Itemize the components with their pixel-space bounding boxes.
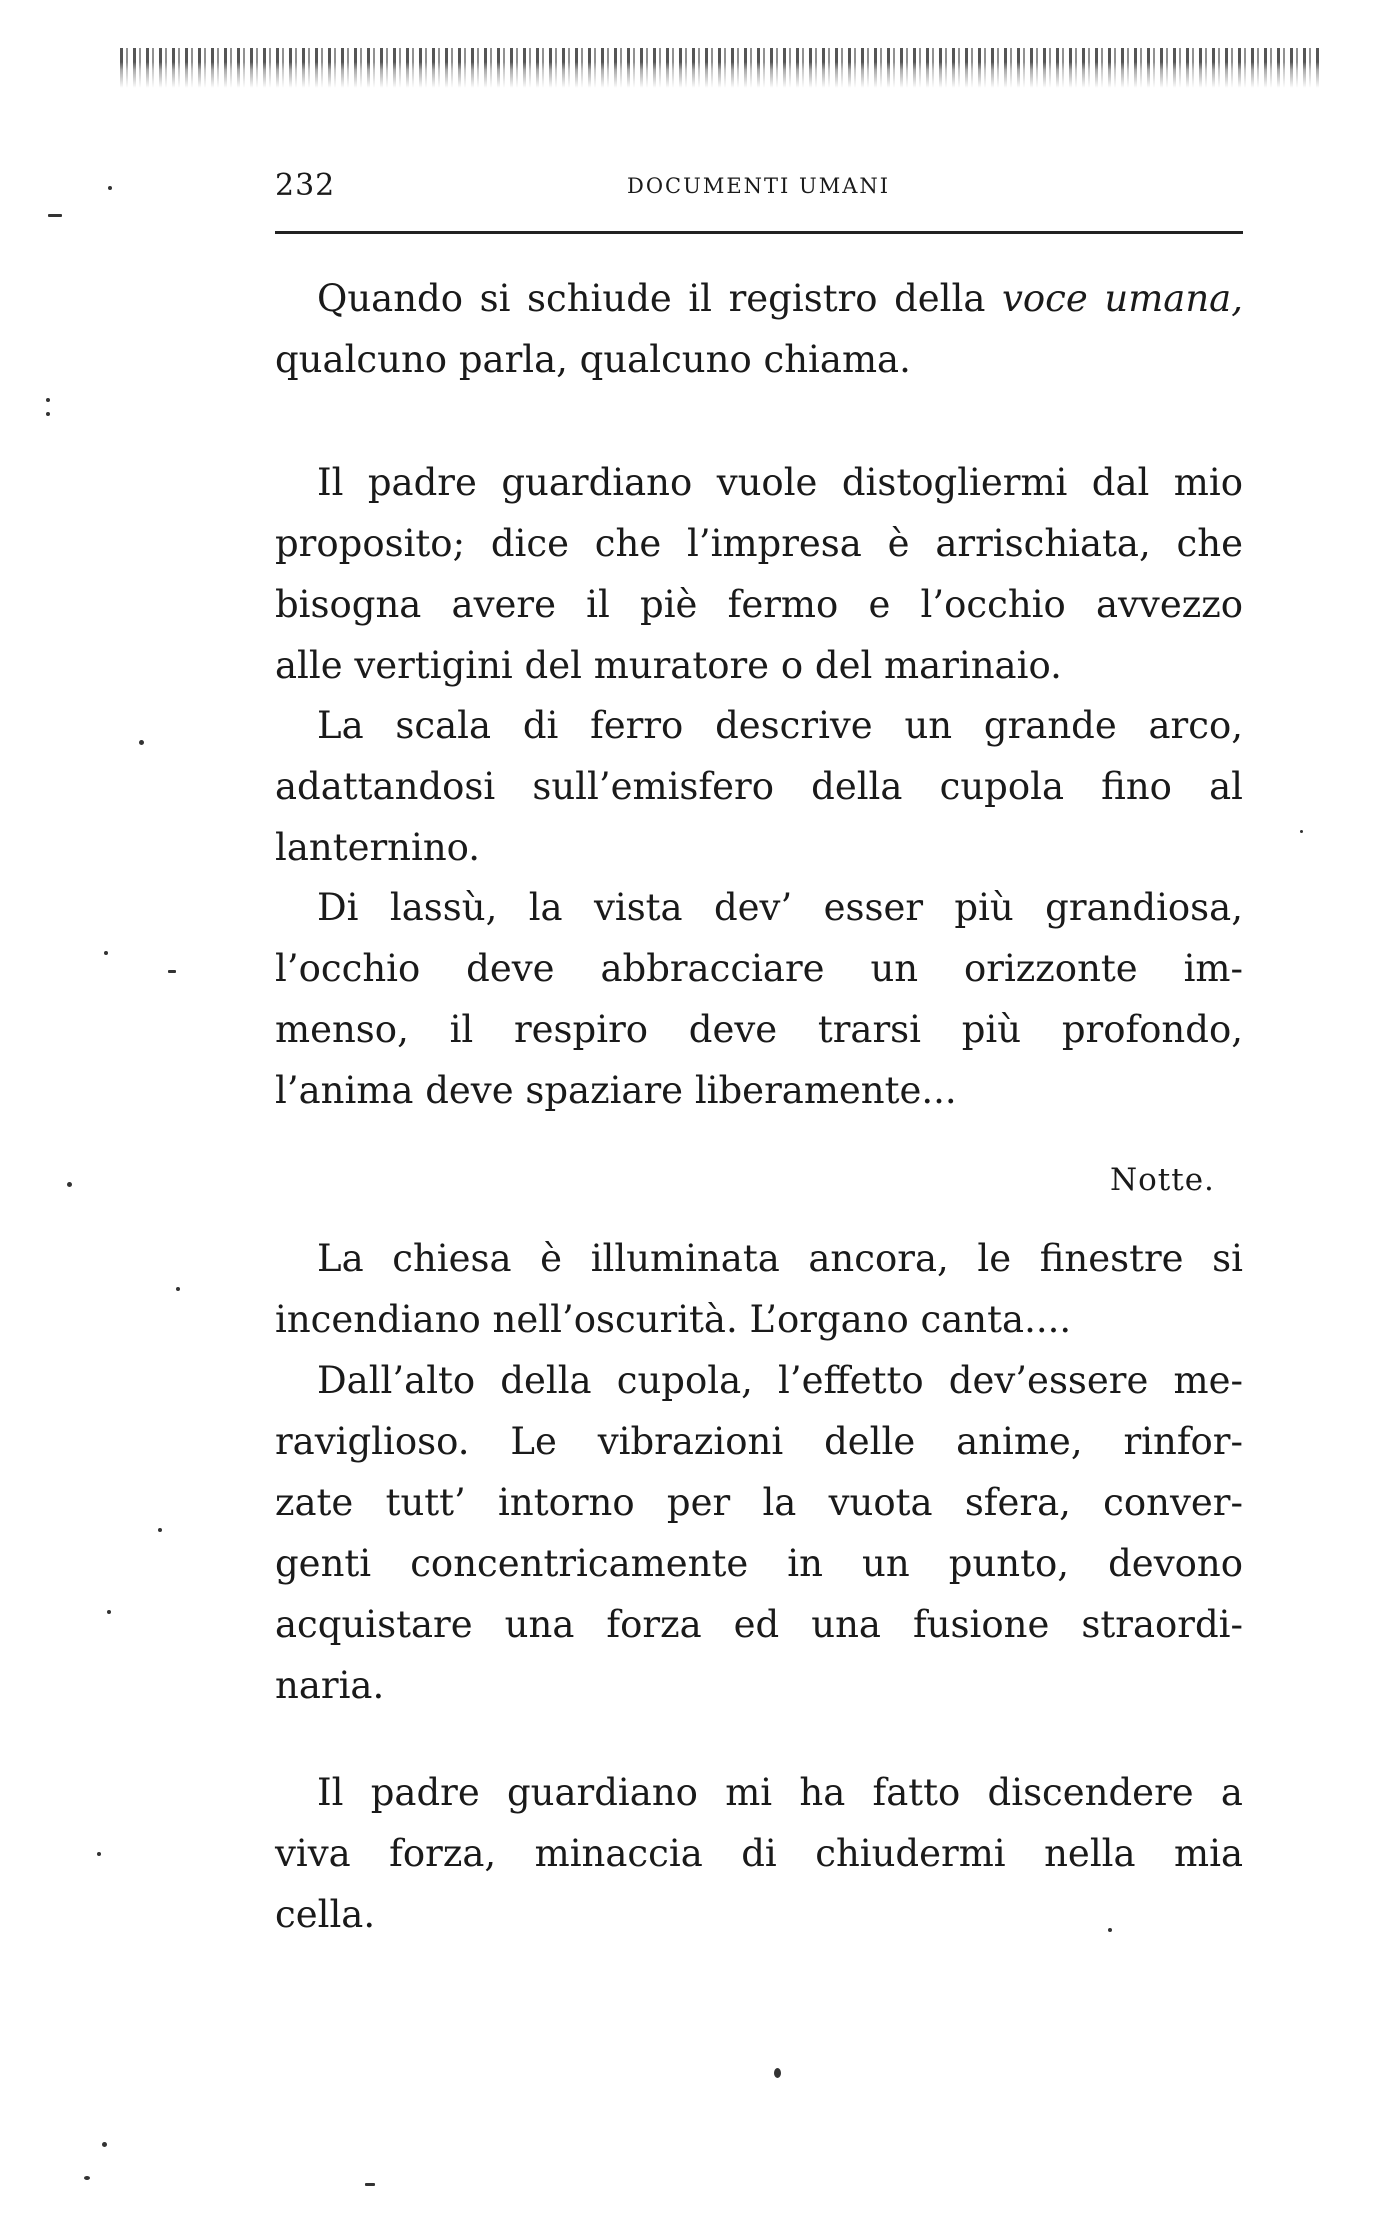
scan-speck [774, 2068, 781, 2078]
text-line: lanternino. [275, 826, 481, 869]
text-line: l’occhio deve abbracciare un orizzonte im- [275, 947, 1243, 990]
scan-speck [107, 1610, 111, 1614]
text-line: incendiano nell’oscurità. L’organo canta.... [275, 1298, 1072, 1341]
text-line: cella. [275, 1893, 376, 1936]
scan-speck [365, 2183, 375, 2186]
text-line: l’anima deve spaziare liberamente... [275, 1069, 957, 1112]
text-line: alle vertigini del muratore o del marinaio. [275, 644, 1062, 687]
running-title: DOCUMENTI UMANI [627, 174, 891, 198]
paragraph-3 [275, 695, 1243, 878]
scan-speck [168, 970, 176, 973]
italic-phrase: voce umana, [1001, 277, 1243, 320]
scan-speck [102, 2142, 107, 2147]
text-line: La chiesa è illuminata ancora, le finestre si [317, 1237, 1243, 1280]
text-line: naria. [275, 1664, 385, 1707]
scan-speck [46, 398, 50, 402]
text-line: Quando si schiude il registro della voce umana, [317, 277, 1243, 320]
text-line: raviglioso. Le vibrazioni delle anime, rinfor- [275, 1420, 1243, 1463]
text-line: adattandosi sull’emisfero della cupola fino al [275, 765, 1243, 808]
page-header [275, 168, 1243, 208]
scan-speck [84, 2176, 90, 2180]
header-rule [275, 231, 1243, 234]
scan-speck [108, 186, 112, 190]
text-line: Il padre guardiano vuole distogliermi dal mio [317, 461, 1243, 504]
text-line: menso, il respiro deve trarsi più profondo, [275, 1008, 1243, 1051]
scan-edge-artifact [120, 48, 1320, 88]
scan-speck [97, 1852, 101, 1856]
paragraph-5 [275, 1228, 1243, 1350]
text-line: acquistare una forza ed una fusione straordi- [275, 1603, 1243, 1646]
scan-speck [176, 1287, 180, 1291]
paragraph-2 [275, 452, 1243, 696]
paragraph-7 [275, 1762, 1243, 1945]
scan-speck [1108, 1928, 1112, 1932]
paragraph-6 [275, 1350, 1243, 1716]
text-line: qualcuno parla, qualcuno chiama. [275, 338, 911, 381]
scan-speck [104, 951, 108, 955]
text-line: zate tutt’ intorno per la vuota sfera, conver- [275, 1481, 1243, 1524]
text-line: Dall’alto della cupola, l’effetto dev’essere me- [317, 1359, 1243, 1402]
scan-speck [46, 412, 50, 416]
dateline: Notte. [1110, 1162, 1215, 1198]
scan-speck [48, 214, 62, 217]
scan-speck [139, 740, 144, 745]
text-line: Il padre guardiano mi ha fatto discendere a [317, 1771, 1243, 1814]
paragraph-4 [275, 877, 1243, 1121]
text-line: viva forza, minaccia di chiudermi nella mia [275, 1832, 1243, 1875]
scan-speck [1300, 830, 1303, 833]
paragraph-1 [275, 268, 1243, 390]
scan-speck [158, 1528, 162, 1532]
scan-speck [67, 1182, 72, 1187]
text-line: genti concentricamente in un punto, devono [275, 1542, 1243, 1585]
text-line: bisogna avere il piè fermo e l’occhio avvezzo [275, 583, 1243, 626]
page-number: 232 [275, 168, 336, 203]
text-line: La scala di ferro descrive un grande arco, [317, 704, 1243, 747]
text-line: proposito; dice che l’impresa è arrischiata, che [275, 522, 1243, 565]
text-line: Di lassù, la vista dev’ esser più grandiosa, [317, 886, 1243, 929]
